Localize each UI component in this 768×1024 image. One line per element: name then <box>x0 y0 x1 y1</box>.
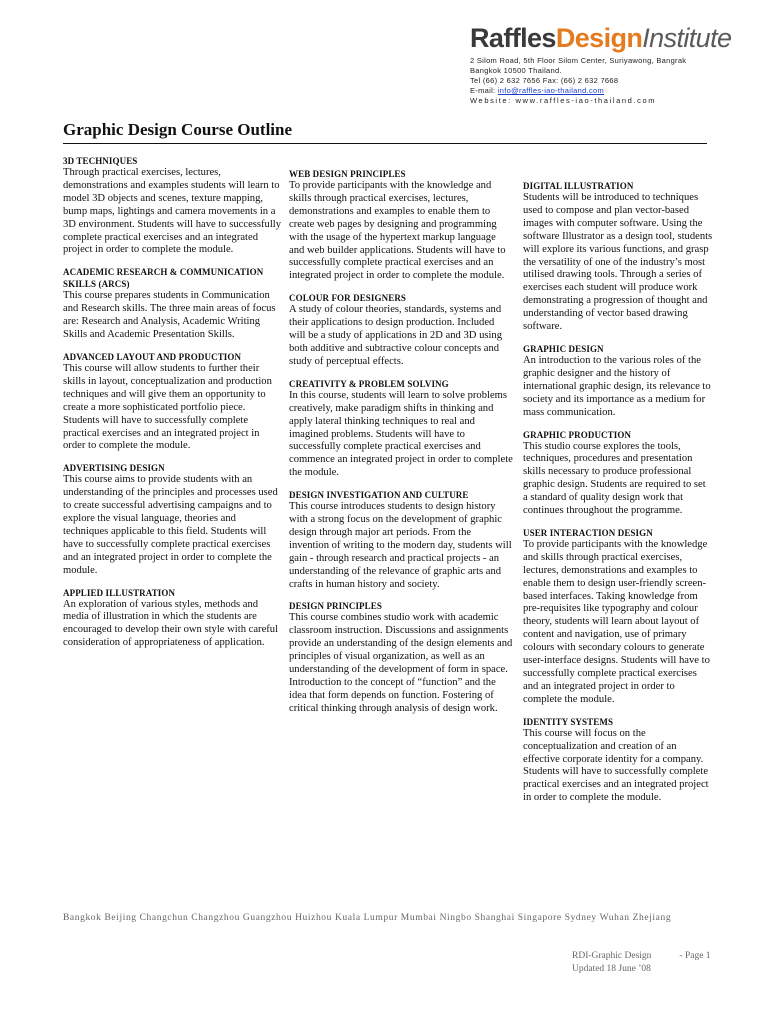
course-description: This course introduces students to design history with a strong focus on the development of graphic design through major art periods. From the invention of writing to the modern day, students will gain - through research and practical projects - an understanding of the relevance of graphic arts and crafts in human history and society. <box>289 501 512 590</box>
title-divider <box>63 143 707 144</box>
course-heading: CREATIVITY & PROBLEM SOLVING <box>289 378 449 389</box>
page-title: Graphic Design Course Outline <box>63 120 293 139</box>
course-description: A study of colour theories, standards, systems and their applications to design production. Included will be a study of applications in 2D and 3D using both additive and subtractive colour concepts and study of perceptual effects. <box>289 304 503 367</box>
course-description: To provide participants with the knowledge and skills through practical exercises, lectures, demonstrations and examples to enable them to design user-friendly screen-based interfaces. Taking knowledge from pre-requisites like typography and colour theory, students will learn about layout of content and navigation, use of primary colours with secondary colours to generate user-interface designs. Students will have to successfully complete practical exercises and an integrated project in order to complete the module. <box>523 538 710 705</box>
course-identity-systems <box>523 716 713 805</box>
email-line: E-mail: info@raffles-iao-thailand.com <box>470 86 605 95</box>
course-creativity <box>289 378 513 480</box>
course-heading: ADVANCED LAYOUT AND PRODUCTION <box>63 351 242 362</box>
course-heading: COLOUR FOR DESIGNERS <box>289 293 407 304</box>
phone-fax-line: Tel (66) 2 632 7656 Fax: (66) 2 632 7668 <box>470 76 619 85</box>
email-link[interactable]: info@raffles-iao-thailand.com <box>497 86 605 95</box>
course-description: An exploration of various styles, methods and media of illustration in which the students are encouraged to develop their own style with careful consideration of appropriateness of application. <box>63 598 279 649</box>
course-design-investigation <box>289 489 513 591</box>
course-heading: ACADEMIC RESEARCH & COMMUNICATION SKILLS (ARCS) <box>63 267 264 290</box>
course-3d-techniques <box>63 155 283 257</box>
contact-address <box>470 56 750 106</box>
course-heading: IDENTITY SYSTEMS <box>523 716 614 727</box>
course-arcs <box>63 266 283 342</box>
column-2 <box>289 168 513 725</box>
course-description: This course prepares students in Communication and Research skills. The three main areas of focus are: Research and Analysis, Academic Writing Skills and Academic Presentation Skills. <box>63 290 276 341</box>
course-description: An introduction to the various roles of the graphic designer and the history of international graphic design, its relevance to society and its importance as a medium for mass communication. <box>523 354 711 418</box>
course-description: Through practical exercises, lectures, demonstrations and examples students will learn to model 3D objects and scenes, texture mapping, bump maps, lightings and camera movements in a 3D environment. Students will have to successfully complete practical exercises and an integrated project in order to complete the module. <box>63 167 282 256</box>
course-user-interaction <box>523 527 713 707</box>
campus-cities-list: Bangkok Beijing Changchun Changzhou Guangzhou Huizhou Kuala Lumpur Mumbai Ningbo Shanghai Singapore Sydney Wuhan Zhejiang <box>63 913 672 923</box>
website-text: www.raffles-iao-thailand.com <box>515 96 657 105</box>
course-heading: DESIGN PRINCIPLES <box>289 601 382 612</box>
raffles-design-institute-logo: RafflesDesignInstitute <box>470 23 732 53</box>
updated-date: Updated 18 June ’08 <box>572 964 651 974</box>
course-applied-illustration <box>63 587 283 651</box>
course-description: This course will allow students to further their skills in layout, conceptualization and production techniques and will give them an opportunity to create a more sophisticated portfolio piece. Students will have to successfully complete practical exercises and an integrated project in order to complete the module. <box>63 362 272 452</box>
page-number: - Page 1 <box>679 951 711 961</box>
course-description: Students will be introduced to techniques used to compose and plan vector-based images with computer software. Using the software Illustrator as a design tool, students will explore its various functions, and grasp the versatility of one of the industry’s most utilised drawing tools. Through a series of exercises each student will produce work demonstrating a progression of thought and understanding of vector based drawing software. <box>523 192 713 333</box>
course-heading: 3D TECHNIQUES <box>63 156 138 166</box>
course-advertising-design <box>63 462 283 577</box>
course-heading: DESIGN INVESTIGATION AND CULTURE <box>289 490 469 501</box>
course-heading: APPLIED ILLUSTRATION <box>63 587 176 598</box>
course-heading: WEB DESIGN PRINCIPLES <box>289 169 406 179</box>
doc-name: RDI-Graphic Design <box>572 951 652 961</box>
course-heading: USER INTERACTION DESIGN <box>523 527 653 538</box>
course-heading: GRAPHIC DESIGN <box>523 343 604 354</box>
course-description: This course will focus on the conceptualization and creation of an effective corporate identity for a company. Students will have to successfully complete practical exercises and an integrated project in order to complete the module. <box>523 727 709 804</box>
course-description: This course aims to provide students with an understanding of the principles and processes used to create successful advertising campaigns and to explore the visual language, theories and techniques applicable to this field. Students will have to successfully complete practical exercises and an integrated project in order to complete the module. <box>63 474 278 576</box>
course-colour <box>289 292 513 369</box>
course-description: This studio course explores the tools, techniques, procedures and presentation skills necessary to produce professional graphic design. Students are required to set a standard of quality design work that continues throughout the programme. <box>523 440 706 517</box>
course-graphic-design <box>523 343 713 420</box>
course-advanced-layout <box>63 351 283 453</box>
course-heading: ADVERTISING DESIGN <box>63 463 165 474</box>
footer-doc-line <box>572 950 722 963</box>
course-web-design <box>289 168 513 283</box>
course-description: In this course, students will learn to solve problems creatively, make paradigm shifts in thinking and apply lateral thinking techniques to real and imagined problems. Students will have to successfully complete practical exercises and commence an integrated project in order to complete the module. <box>289 389 513 479</box>
course-heading: GRAPHIC PRODUCTION <box>523 429 632 440</box>
address-line: 2 Silom Road, 5th Floor Silom Center, Suriyawong, Bangrak <box>470 56 687 65</box>
website-line: Website: www.raffles-iao-thailand.com <box>470 96 657 105</box>
page-footer <box>572 950 722 976</box>
course-digital-illustration <box>523 180 713 334</box>
course-graphic-production <box>523 429 713 518</box>
address-line: Bangkok 10500 Thailand. <box>470 66 562 75</box>
course-heading: DIGITAL ILLUSTRATION <box>523 181 634 191</box>
course-design-principles <box>289 600 513 715</box>
column-3 <box>523 180 713 814</box>
course-description: This course combines studio work with academic classroom instruction. Discussions and assignments provide an understanding of the design elements and principles of visual organization, as well as an understanding of the development of form in space. Introduction to the concept of “function” and the idea that form depends on function. Fostering of critical thinking through analysis of design work. <box>289 612 513 714</box>
column-1 <box>63 155 283 659</box>
course-description: To provide participants with the knowledge and skills through practical exercises, lectures, demonstrations and examples to enable them to create web pages by designing and programming with the usage of the hypertext markup language and web builder applications. Students will have to successfully complete practical exercises and an integrated project in order to complete the module. <box>289 180 506 282</box>
